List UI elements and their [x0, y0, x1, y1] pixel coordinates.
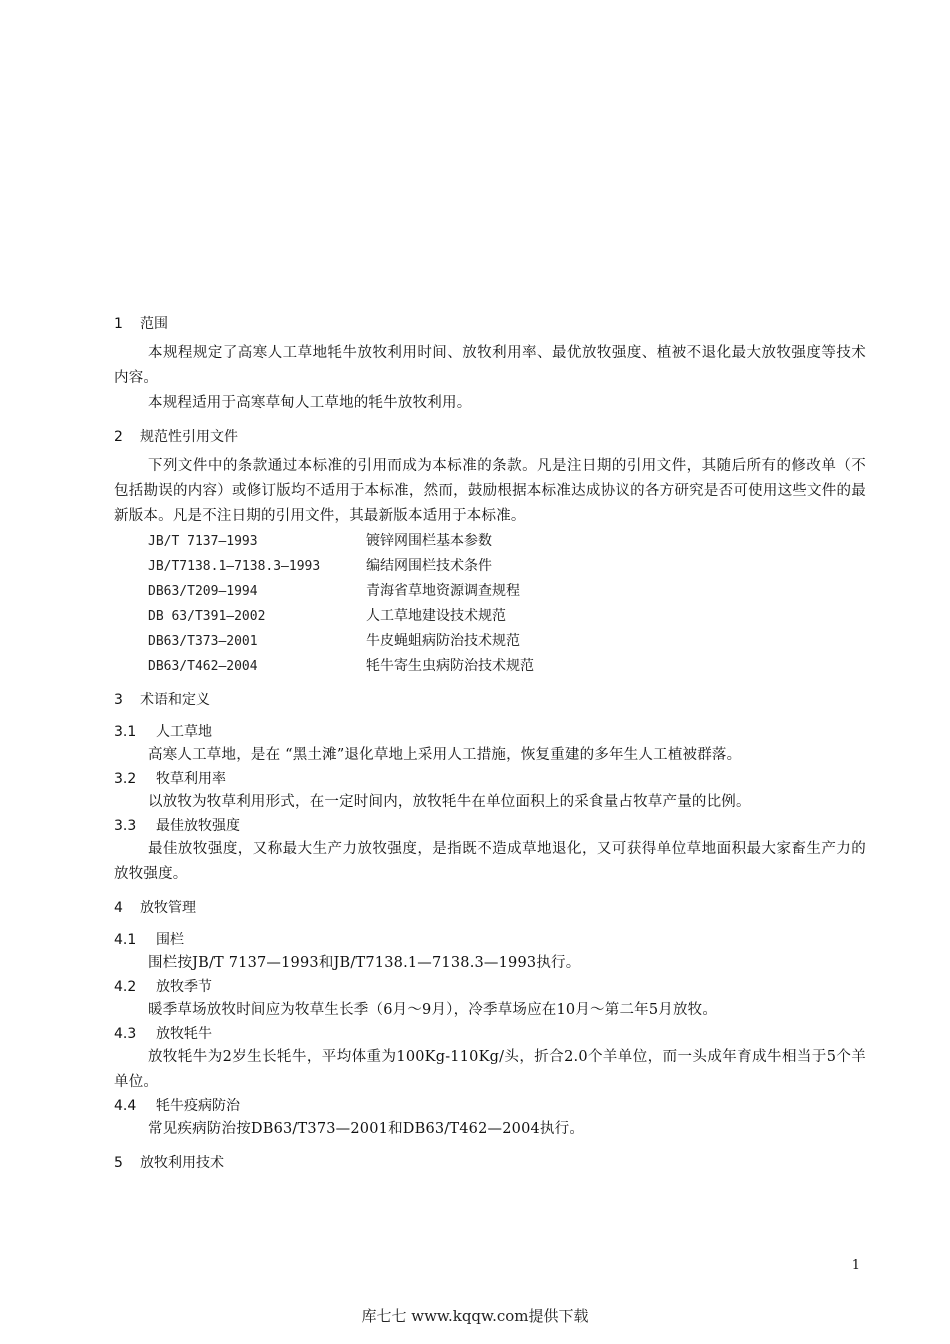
subsection-title: 围栏: [156, 932, 184, 948]
subsection-number: 3.1: [114, 724, 137, 740]
subsection-heading: [114, 929, 866, 951]
subsection-number: 3.2: [114, 771, 137, 787]
subsection-title: 放牧牦牛: [156, 1026, 212, 1042]
reference-title: 青海省草地资源调查规程: [366, 583, 520, 599]
section-title: 放牧利用技术: [140, 1155, 224, 1171]
section-heading-1: [114, 313, 866, 335]
section-heading-5: [114, 1152, 866, 1174]
reference-item: [114, 604, 866, 629]
section-number: 2: [114, 429, 123, 445]
paragraph: 下列文件中的条款通过本标准的引用而成为本标准的条款。凡是注日期的引用文件，其随后所有的修改单（不包括勘误的内容）或修订版均不适用于本标准，然而，鼓励根据本标准达成协议的各方研究是否可使用这些文件的最新版本。凡是不注日期的引用文件，其最新版本适用于本标准。: [114, 458, 866, 524]
subsection-number: 3.3: [114, 818, 137, 834]
section-heading-3: [114, 689, 866, 711]
subsection-heading: [114, 1023, 866, 1045]
reference-code: DB63/T462—2004: [148, 659, 258, 674]
reference-code: JB/T 7137—1993: [148, 534, 258, 549]
paragraph: 常见疾病防治按DB63/T373—2001和DB63/T462—2004执行。: [148, 1121, 585, 1137]
paragraph: 本规程规定了高寒人工草地牦牛放牧利用时间、放牧利用率、最优放牧强度、植被不退化最大放牧强度等技术内容。: [114, 345, 866, 386]
subsection-title: 牧草利用率: [156, 771, 226, 787]
reference-title: 牦牛寄生虫病防治技术规范: [366, 658, 534, 674]
paragraph: 高寒人工草地，是在 “黑土滩”退化草地上采用人工措施，恢复重建的多年生人工植被群落。: [148, 747, 742, 763]
section-number: 5: [114, 1155, 123, 1171]
subsection-number: 4.1: [114, 932, 137, 948]
section-title: 术语和定义: [140, 692, 210, 708]
reference-item: [114, 529, 866, 554]
subsection-heading: [114, 1095, 866, 1117]
reference-item: [114, 579, 866, 604]
reference-item: [114, 554, 866, 579]
paragraph: 放牧牦牛为2岁生长牦牛，平均体重为100Kg-110Kg/头，折合2.0个羊单位，而一头成年育成牛相当于5个羊单位。: [114, 1049, 866, 1090]
reference-code: DB63/T373—2001: [148, 634, 258, 649]
subsection-number: 4.4: [114, 1098, 137, 1114]
subsection-title: 牦牛疫病防治: [156, 1098, 240, 1114]
section-title: 范围: [140, 316, 168, 332]
page-number: 1: [851, 1258, 860, 1273]
subsection-title: 放牧季节: [156, 979, 212, 995]
reference-title: 镀锌网围栏基本参数: [366, 533, 492, 549]
paragraph: 以放牧为牧草利用形式，在一定时间内，放牧牦牛在单位面积上的采食量占牧草产量的比例。: [148, 794, 751, 810]
paragraph: 围栏按JB/T 7137—1993和JB/T7138.1—7138.3—1993执行。: [148, 955, 581, 971]
subsection-number: 4.3: [114, 1026, 137, 1042]
reference-code: DB 63/T391—2002: [148, 609, 266, 624]
paragraph: 暖季草场放牧时间应为牧草生长季（6月～9月），冷季草场应在10月～第二年5月放牧。: [148, 1002, 718, 1018]
section-number: 3: [114, 692, 123, 708]
reference-title: 编结网围栏技术条件: [366, 558, 492, 574]
paragraph: 本规程适用于高寒草甸人工草地的牦牛放牧利用。: [148, 395, 472, 411]
section-heading-2: [114, 426, 866, 448]
paragraph: 最佳放牧强度，又称最大生产力放牧强度，是指既不造成草地退化，又可获得单位草地面积最大家畜生产力的放牧强度。: [114, 841, 866, 882]
reference-title: 人工草地建设技术规范: [366, 608, 506, 624]
section-heading-4: [114, 897, 866, 919]
subsection-heading: [114, 721, 866, 743]
subsection-heading: [114, 768, 866, 790]
reference-list: [114, 529, 866, 679]
subsection-title: 人工草地: [156, 724, 212, 740]
reference-item: [114, 654, 866, 679]
reference-item: [114, 629, 866, 654]
reference-title: 牛皮蝇蛆病防治技术规范: [366, 633, 520, 649]
download-footer: 库七七 www.kqqw.com提供下载: [361, 1307, 589, 1325]
section-title: 规范性引用文件: [140, 429, 238, 445]
section-number: 4: [114, 900, 123, 916]
subsection-number: 4.2: [114, 979, 137, 995]
subsection-heading: [114, 815, 866, 837]
subsection-heading: [114, 976, 866, 998]
section-title: 放牧管理: [140, 900, 196, 916]
section-number: 1: [114, 316, 123, 332]
reference-code: JB/T7138.1—7138.3—1993: [148, 559, 321, 574]
subsection-title: 最佳放牧强度: [156, 818, 240, 834]
document-body: [114, 313, 866, 1174]
reference-code: DB63/T209—1994: [148, 584, 258, 599]
